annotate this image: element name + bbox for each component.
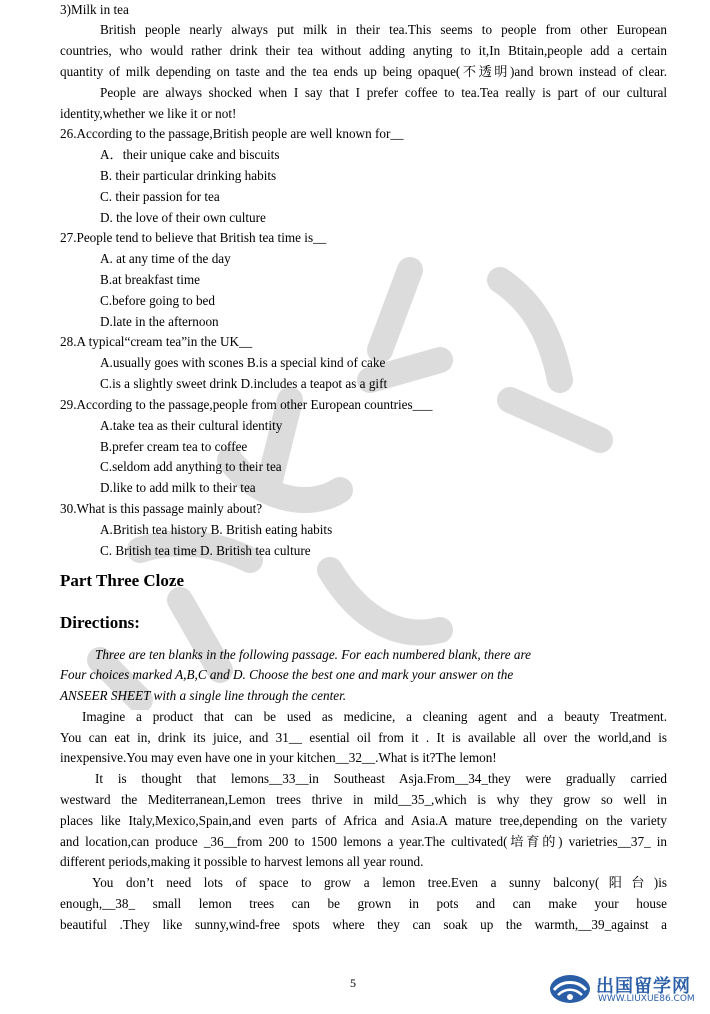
question-26-stem: 26.According to the passage,British people are well known for__ — [60, 126, 404, 141]
question-30-stem: 30.What is this passage mainly about? — [60, 501, 263, 516]
directions-line-2: Four choices marked A,B,C and D. Choose the best one and mark your answer on the — [60, 667, 514, 682]
question-28-options-cd: C.is a slightly sweet drink D.includes a teapot as a gift — [100, 376, 388, 391]
cloze-line-10: enough,__38_ small lemon trees can be grown in pots and can make your house — [60, 896, 667, 911]
passage-p1-line2: countries, who would rather drink their tea without adding anyting to it,In Btitain,people add a certain — [60, 43, 667, 58]
cloze-line-3: inexpensive.You may even have one in your kitchen__32__.What is it?The lemon! — [60, 750, 497, 765]
question-27-option-c: C.before going to bed — [100, 293, 215, 308]
question-28-options-ab: A.usually goes with scones B.is a special kind of cake — [100, 355, 386, 370]
cloze-line-5: westward the Mediterranean,Lemon trees thrive in mild__35_,which is why they grow so well in — [60, 792, 667, 807]
question-26-option-d: D. the love of their own culture — [100, 210, 266, 225]
logo-url: WWW.LIUXUE86.COM — [598, 994, 695, 1004]
directions-line-3: ANSEER SHEET with a single line through the center. — [60, 688, 347, 703]
watermark-graphic — [80, 240, 640, 710]
question-29-option-c: C.seldom add anything to their tea — [100, 459, 282, 474]
passage-heading: 3)Milk in tea — [60, 2, 129, 17]
cloze-line-7: and location,can produce _36__from 200 to 1500 lemons a year.The cultivated(培育的) varietries__37_ in — [60, 834, 667, 849]
question-28-stem: 28.A typical“cream tea”in the UK__ — [60, 334, 253, 349]
question-26-option-a: A．their unique cake and biscuits — [100, 147, 280, 162]
question-29-stem: 29.According to the passage,people from other European countries___ — [60, 397, 433, 412]
cloze-line-11: beautiful .They like sunny,wind-free spots where they can soak up the warmth,__39_against a — [60, 917, 667, 932]
passage-p1-line3: quantity of milk depending on taste and the tea ends up being opaque(不透明)and brown instead of clear. — [60, 64, 667, 79]
page-number: 5 — [350, 976, 356, 990]
directions-title: Directions: — [60, 613, 140, 632]
cloze-line-9: You don’t need lots of space to grow a lemon tree.Even a sunny balcony(阳台)is — [92, 875, 667, 890]
question-27-option-b: B.at breakfast time — [100, 272, 200, 287]
part-title: Part Three Cloze — [60, 571, 184, 590]
question-29-option-b: B.prefer cream tea to coffee — [100, 439, 248, 454]
cloze-line-6: places like Italy,Mexico,Spain,and even parts of Africa and Asia.A mature tree,depending on the variety — [60, 813, 667, 828]
logo-emblem-icon — [548, 972, 592, 1006]
question-30-options-cd: C. British tea time D. British tea culture — [100, 543, 311, 558]
question-29-option-a: A.take tea as their cultural identity — [100, 418, 283, 433]
question-26-option-b: B. their particular drinking habits — [100, 168, 277, 183]
question-29-option-d: D.like to add milk to their tea — [100, 480, 256, 495]
cloze-line-8: different periods,making it possible to harvest lemons all year round. — [60, 854, 424, 869]
passage-p1-line1: British people nearly always put milk in their tea.This seems to people from other European — [100, 22, 667, 37]
logo-title: 出国留学网 — [596, 976, 691, 997]
cloze-line-1: Imagine a product that can be used as medicine, a cleaning agent and a beauty Treatment. — [82, 709, 667, 724]
cloze-line-4: It is thought that lemons__33__in Southeast Asja.From__34_they were gradually carried — [95, 771, 667, 786]
question-30-options-ab: A.British tea history B. British eating habits — [100, 522, 333, 537]
passage-p2-line2: identity,whether we like it or not! — [60, 106, 237, 121]
passage-p2-line1: People are always shocked when I say that I prefer coffee to tea.Tea really is part of our cultural — [100, 85, 667, 100]
question-26-option-c: C. their passion for tea — [100, 189, 220, 204]
directions-line-1: Three are ten blanks in the following passage. For each numbered blank, there are — [95, 647, 531, 662]
question-27-option-d: D.late in the afternoon — [100, 314, 219, 329]
question-27-option-a: A. at any time of the day — [100, 251, 231, 266]
footer-logo — [548, 970, 704, 1010]
question-27-stem: 27.People tend to believe that British tea time is__ — [60, 230, 327, 245]
cloze-line-2: You can eat in, drink its juice, and 31__ esential oil from it . It is available all over the world,and is — [60, 730, 667, 745]
